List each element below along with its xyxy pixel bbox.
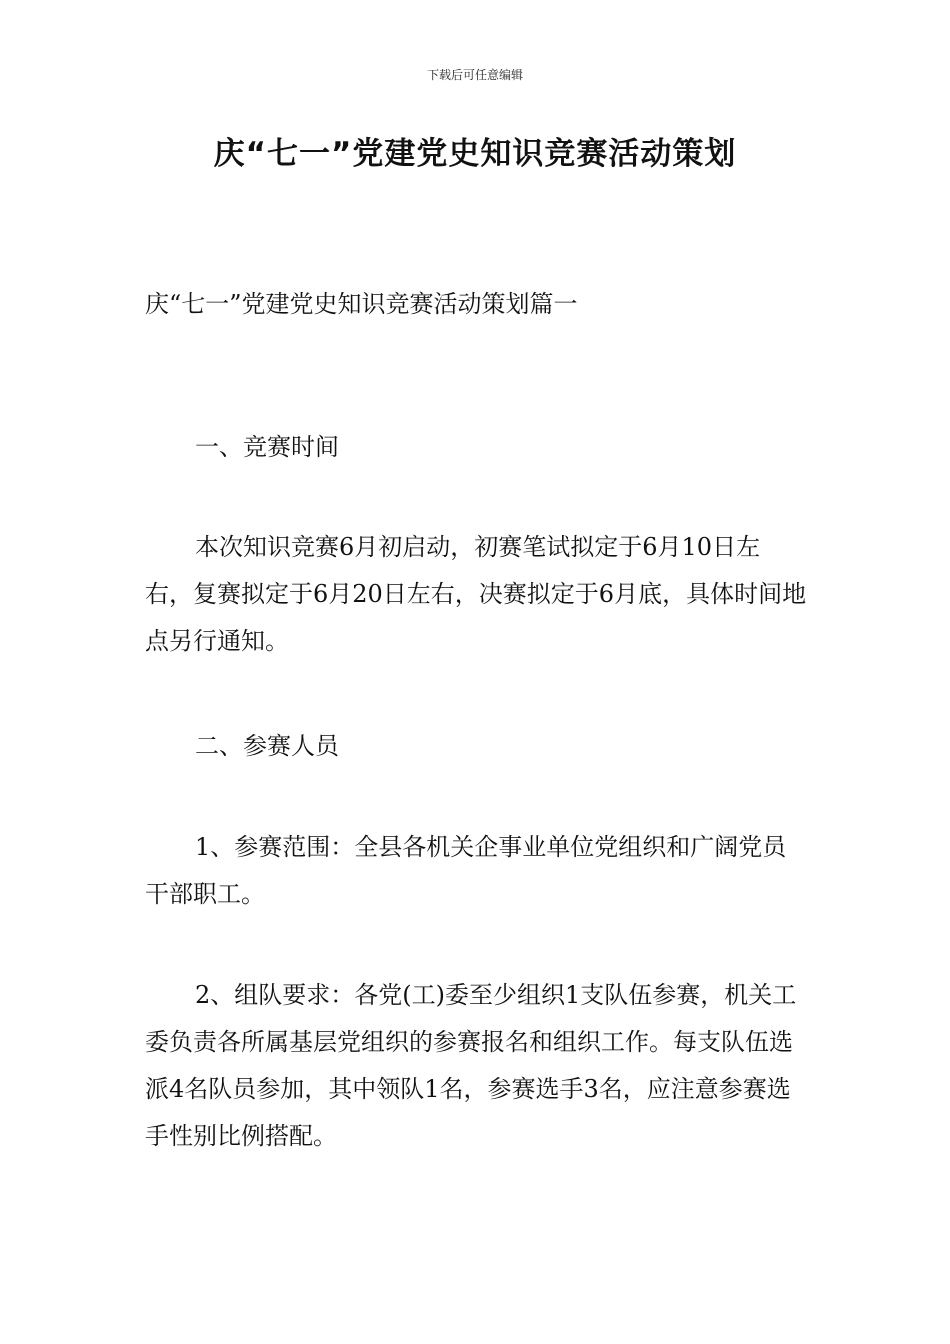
- paragraph: 2、组队要求：各党(工)委至少组织1支队伍参赛，机关工委负责各所属基层党组织的参赛报名和组织工作。每支队伍选派4名队员参加，其中领队1名，参赛选手3名，应注意参赛选手性别比例搭配。: [145, 981, 797, 1150]
- paragraph: 1、参赛范围：全县各机关企事业单位党组织和广阔党员干部职工。: [145, 833, 787, 908]
- section-2-heading-block: [145, 723, 807, 770]
- section-heading: 一、竞赛时间: [195, 433, 339, 461]
- section-2-paragraph-1-block: [145, 824, 807, 918]
- section-heading: 二、参赛人员: [195, 732, 339, 760]
- document-title: 庆“七一”党建党史知识竞赛活动策划: [213, 136, 737, 172]
- section-1-paragraph-block: [145, 524, 807, 665]
- section-1-heading-block: [145, 424, 807, 471]
- header-note: 下载后可任意编辑: [426, 68, 523, 82]
- paragraph: 本次知识竞赛6月初启动，初赛笔试拟定于6月10日左右，复赛拟定于6月20日左右，决赛拟定于6月底，具体时间地点另行通知。: [145, 533, 807, 655]
- section-2-paragraph-2-block: [145, 972, 807, 1160]
- document-subtitle: 庆“七一”党建党史知识竞赛活动策划篇一: [145, 290, 578, 318]
